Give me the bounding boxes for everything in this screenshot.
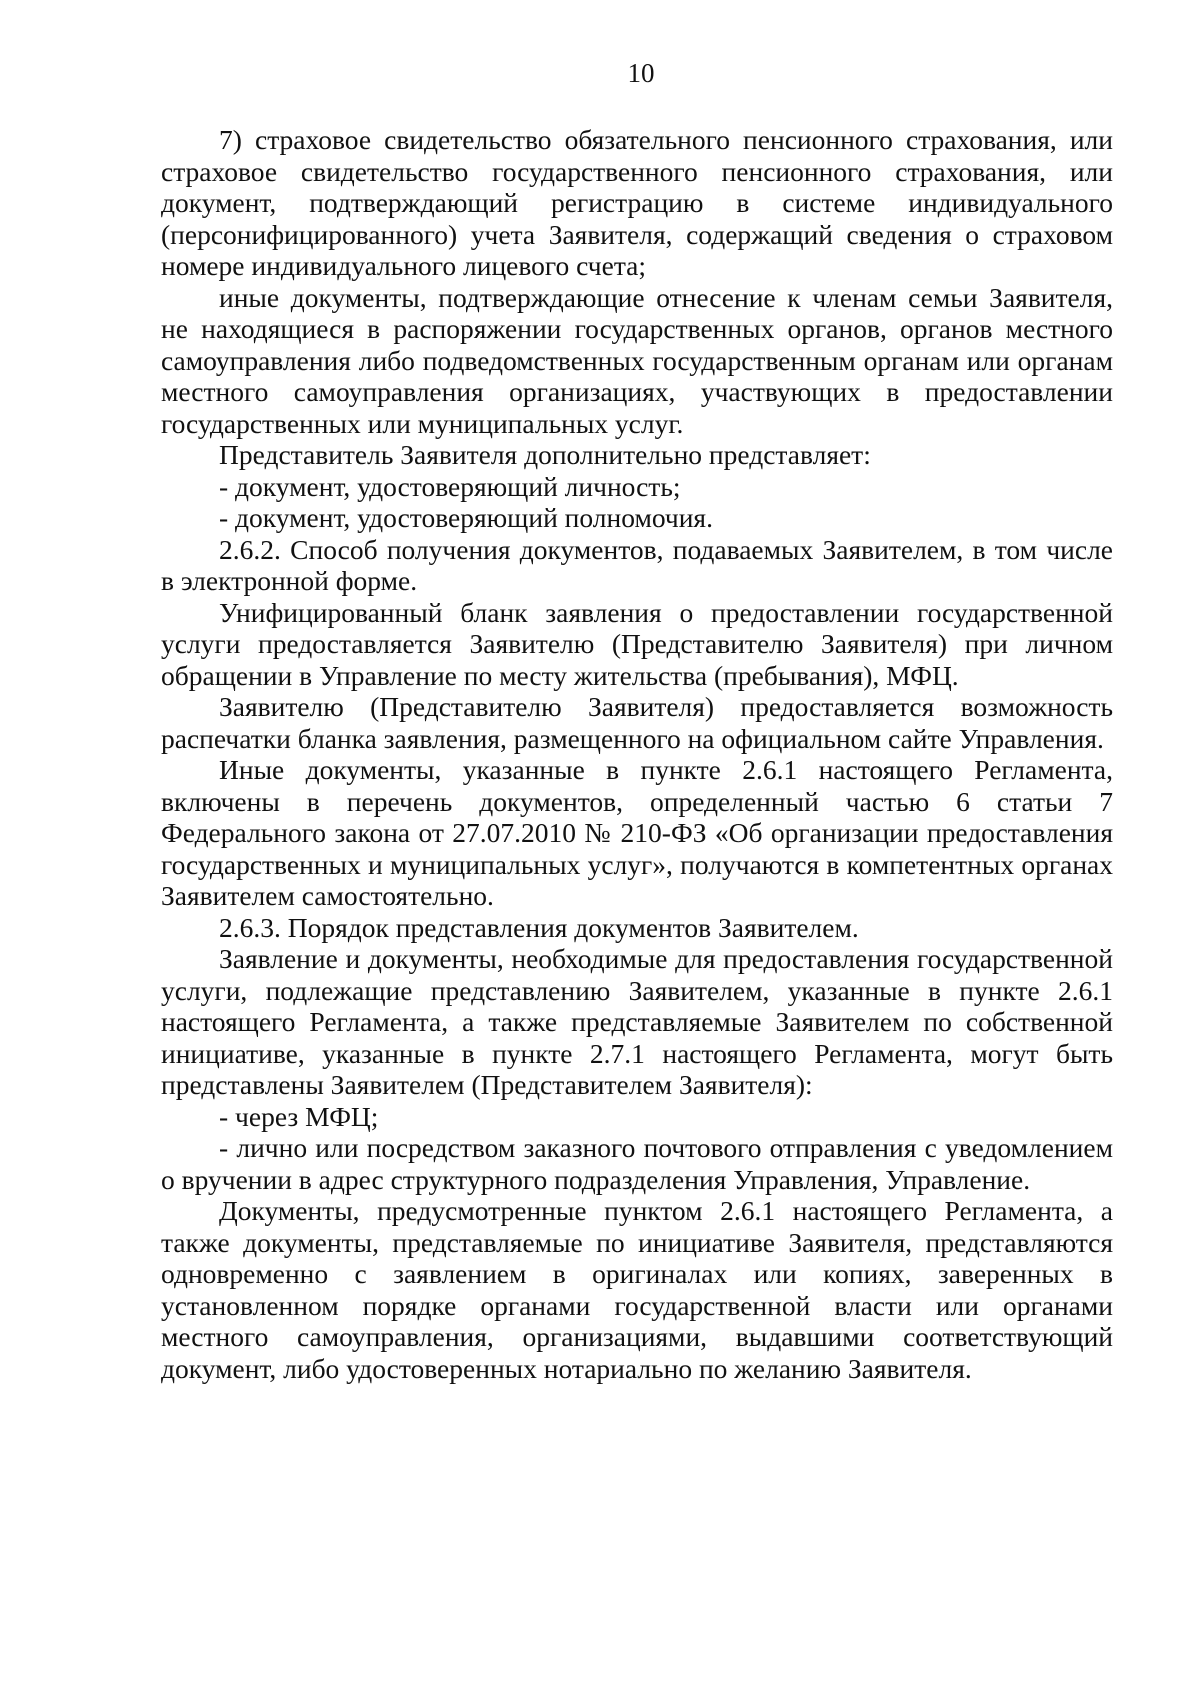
page-number: 10 [627, 58, 655, 88]
paragraph-originals-or-copies: Документы, предусмотренные пунктом 2.6.1 настоящего Регламента, а также документы, представляемые по инициативе Заявителя, представляются одновременно с заявлением в оригиналах или копиях, заверенных в установленном порядке органами государственной власти или органами местного самоуправления, организациями, выдавшими соответствующий документ, либо удостоверенных нотариально по желанию Заявителя. [161, 1195, 1113, 1384]
list-item-personally-or-mail: - лично или посредством заказного почтового отправления с уведомлением о вручении в адрес структурного подразделения Управления, Управление. [161, 1132, 1113, 1195]
document-body [161, 124, 1113, 1384]
section-heading-2-6-3: 2.6.3. Порядок представления документов Заявителем. [219, 911, 859, 943]
paragraph-printing-form: Заявителю (Представителю Заявителя) предоставляется возможность распечатки бланка заявления, размещенного на официальном сайте Управления. [161, 691, 1113, 754]
list-item-authority-document: - документ, удостоверяющий полномочия. [219, 502, 713, 533]
list-item-mfc: - через МФЦ; [219, 1100, 379, 1132]
paragraph-insurance-certificate: 7) страховое свидетельство обязательного пенсионного страхования, или страховое свидетельство государственного пенсионного страхования, или документ, подтверждающий регистрацию в системе индивидуального (персонифицированного) учета Заявителя, содержащий сведения о страховом номере индивидуального лицевого счета; [161, 124, 1113, 281]
paragraph-federal-law: Иные документы, указанные в пункте 2.6.1 настоящего Регламента, включены в перечень документов, определенный частью 6 статьи 7 Федерального закона от 27.07.2010 № 210-ФЗ «Об организации предоставления государственных и муниципальных услуг», получаются в компетентных органах Заявителем самостоятельно. [161, 754, 1113, 911]
section-heading-2-6-2: 2.6.2. Способ получения документов, подаваемых Заявителем, в том числе в электронной форме. [161, 533, 1113, 596]
paragraph-unified-form: Унифицированный бланк заявления о предоставлении государственной услуги предоставляется Заявителю (Представителю Заявителя) при личном обращении в Управление по месту жительства (пребывания), МФЦ. [161, 596, 1113, 691]
list-item-identity-document: - документ, удостоверяющий личность; [219, 470, 681, 502]
paragraph-representative: Представитель Заявителя дополнительно представляет: [219, 439, 871, 470]
paragraph-other-documents: иные документы, подтверждающие отнесение к членам семьи Заявителя, не находящиеся в распоряжении государственных органов, органов местного самоуправления либо подведомственных государственным органам или органам местного самоуправления организациях, участвующих в предоставлении государственных или муниципальных услуг. [161, 281, 1113, 439]
paragraph-submission-ways: Заявление и документы, необходимые для предоставления государственной услуги, подлежащие представлению Заявителем, указанные в пункте 2.6.1 настоящего Регламента, а также представляемые Заявителем по собственной инициативе, указанные в пункте 2.7.1 настоящего Регламента, могут быть представлены Заявителем (Представителем Заявителя): [161, 943, 1113, 1100]
